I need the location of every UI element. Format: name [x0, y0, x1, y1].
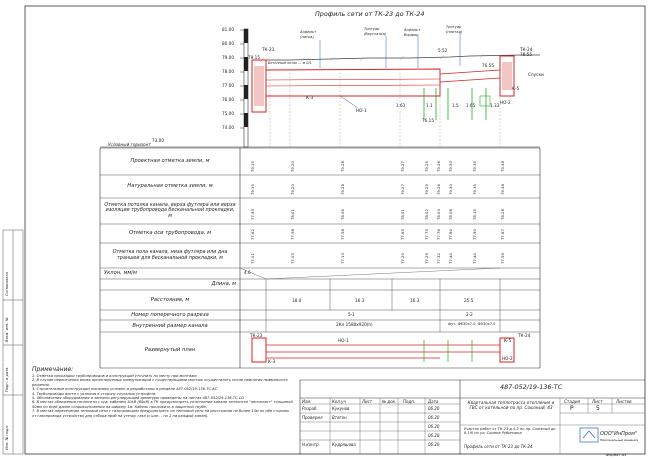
elevation-value: 78.15	[472, 209, 477, 220]
tk23-label: ТК-23	[262, 47, 275, 52]
plan-tk23-label: ТК-23	[250, 333, 263, 338]
row-label-channel-top: Отметка потолка канала, верха футляра или верха изоляции трубопровода бесканальной прокладки, м	[104, 202, 236, 219]
signer-name: Втягон	[332, 415, 347, 420]
section-number: 2-2	[466, 312, 473, 317]
elevation-value: 77.40	[448, 253, 453, 264]
signer-name: Кудряшова	[332, 442, 356, 447]
tb-header-cell: Изм.	[302, 399, 312, 404]
profile-title: Профиль сети от ТК-23 до ТК-24	[315, 10, 425, 18]
elevation-value: 79.35	[472, 184, 477, 195]
elevation-value: 77.01	[250, 253, 255, 264]
elevation-value: 77.40	[472, 253, 477, 264]
tb-header-cell: Лист	[362, 399, 373, 404]
elevation-value: 77.58	[290, 229, 295, 240]
elevation-value: 77.80	[448, 229, 453, 240]
elevation-value: 77.87	[500, 229, 505, 240]
elevation-value: 77.90	[472, 229, 477, 240]
level-label: 78.55	[520, 52, 532, 57]
row-label-natural-ground: Натуральная отметка земли, м	[127, 183, 213, 190]
note-item: 2. В случае пересечения вновь проектируемых коммуникаций с существующими монтаж осуществлять после принятия правильного решения.	[32, 378, 288, 387]
doc-code: 487-052/19-136-ТС	[500, 383, 563, 391]
scale-tick: 76.00	[222, 97, 234, 102]
plan-k3-label: К-3	[268, 359, 276, 364]
sheet-value: 5	[596, 405, 600, 412]
marker-label: 5.52	[438, 48, 448, 53]
asphalt-patch-label: Асфальт (латка)	[300, 30, 317, 39]
marker-label: 1.1	[426, 103, 433, 108]
elevation-value: 79.38	[500, 161, 505, 172]
marker-label: 1.63	[396, 103, 406, 108]
section-number: 5-1	[348, 312, 355, 317]
elevation-value: 77.03	[290, 253, 295, 264]
marker-label: 1.5	[452, 103, 459, 108]
plan-tk24-label: ТК-24	[518, 333, 531, 338]
elevation-value: 77.93	[250, 209, 255, 220]
scale-tick: 74.00	[222, 125, 234, 130]
level-label: 79.15	[248, 55, 260, 60]
row-label-channel-floor: Отметка пола канала, низа футляра или дна траншеи для бесканальной прокладки, м	[112, 249, 228, 261]
elevation-value: 79.27	[400, 184, 405, 195]
note-item: 6. В местах сближения теплосети с суд. кабелем 10кВ (60кВ) в ТК предусмотреть уплотнение канала теплосети "пенопласт" толщиной 50мм по всей длине соприкосновения на ширину 1м. Кабель проложить в защитной трубе.	[32, 400, 293, 409]
tb-header-cell: Кол.уч	[332, 399, 346, 404]
tb-header-cell: Дата	[428, 399, 439, 404]
sidewalk-paving-label: Тротуар (брусчатка)	[364, 27, 387, 36]
stage-header: Стадия	[564, 399, 581, 404]
stairs-label: Спуски	[528, 72, 544, 77]
elevation-value: 77.13	[340, 253, 345, 264]
elevation-value: 79.30	[448, 161, 453, 172]
company-name: ООО"ИнПром"	[600, 431, 638, 437]
plan-k5-label: К-5	[504, 338, 512, 343]
row-label-section-number: Номер поперечного разреза	[131, 311, 209, 318]
signer-role: Н.контр.	[302, 442, 320, 447]
elevation-value: 79.20	[290, 184, 295, 195]
notes-heading: Примечание:	[32, 366, 74, 373]
scale-tick: 81.00	[222, 27, 234, 32]
side-stamp: Взам. инв. №	[5, 317, 9, 342]
channel-size: фут. Ф630х7.0, Ф530х7.0	[448, 322, 496, 326]
datum-label: Условный горизонт	[108, 142, 151, 147]
note-item: 1. Отметки прокладки трубопроводов и конструкций уточнить по месту при монтаже.	[32, 374, 198, 378]
elevation-value: 79.25	[424, 161, 429, 172]
row-label-slope: Уклон, мм/м	[104, 270, 137, 277]
slope-value: 4.6	[244, 270, 251, 275]
signer-name: Кукунов	[332, 406, 350, 411]
distance-value: 16.3	[410, 298, 420, 303]
channel-size: 2Кл 1580х920(h)	[336, 322, 373, 327]
row-label-pipe-axis: Отметка оси трубопровода, м	[128, 230, 212, 237]
scale-tick: 79.00	[222, 55, 234, 60]
k3-label: К-3	[306, 95, 314, 100]
tb-header-cell: Подп.	[403, 399, 416, 404]
format-label: Формат А3	[606, 453, 627, 457]
sidewalk-tile-label: Тротуар (плитка)	[446, 25, 463, 34]
nd1-label: НО-1	[356, 108, 367, 113]
signer-date: 06.20	[428, 424, 440, 429]
tb-header-cell: № док.	[382, 399, 397, 404]
plan-nd2-label: НО-2	[502, 356, 513, 361]
elevation-value: 78.02	[424, 209, 429, 220]
note-item: 4. Трубопроводы вести с уклоном в сторону спускных устройств.	[32, 391, 157, 396]
row-label-length: Длина, м	[211, 281, 236, 288]
signer-date: 06.20	[428, 433, 440, 438]
level-label: 76.55	[482, 63, 494, 68]
elevation-value: 79.38	[500, 184, 505, 195]
signer-role: Разраб.	[302, 406, 318, 411]
section-description: Участок работ от ТК-23 д.5.2 по пр. Союзный до 8.1% по ул. Сорина Рубинчика	[464, 427, 556, 436]
sheet-header: Лист	[592, 399, 603, 404]
elevation-value: 77.62	[250, 229, 255, 240]
signer-date: 06.20	[428, 415, 440, 420]
tk24-label: ТК-24	[520, 47, 533, 52]
elevation-value: 78.28	[500, 209, 505, 220]
elevation-value: 78.01	[400, 209, 405, 220]
scale-tick: 77.00	[222, 83, 234, 88]
sheets-header: Листов	[616, 399, 632, 404]
elevation-value: 77.32	[436, 253, 441, 264]
k5-label: К-5	[512, 86, 520, 91]
distance-value: 25.5	[464, 298, 474, 303]
elevation-value: 78.03	[436, 209, 441, 220]
note-item: 3. Строительные конструкции показаны условно и разработаны в разделе 487-052/19-136-ТС.АС	[32, 387, 218, 392]
elevation-value: 79.28	[340, 184, 345, 195]
side-stamp: Инв. № подл.	[5, 425, 9, 450]
elevation-value: 79.26	[436, 184, 441, 195]
plan-nd1-label: НО-1	[338, 338, 349, 343]
elevation-value: 77.29	[424, 253, 429, 264]
elevation-value: 79.27	[400, 161, 405, 172]
elevation-value: 79.20	[290, 161, 295, 172]
row-label-inner-size: Внутренний размер канала	[132, 322, 208, 329]
elevation-value: 78.01	[290, 209, 295, 220]
signer-date: 06.20	[428, 406, 440, 411]
datum-value: 73.00	[152, 138, 164, 143]
distance-value: 18.0	[292, 298, 302, 303]
elevation-value: 79.15	[250, 184, 255, 195]
elevation-value: 78.08	[448, 209, 453, 220]
level-label: 76.15	[422, 118, 434, 123]
elevation-value: 79.15	[250, 161, 255, 172]
sheet-title: Профиль сети от ТК-23 до ТК-24	[464, 444, 533, 449]
scale-tick: 75.00	[222, 111, 234, 116]
side-stamp: Согласовано	[5, 271, 9, 296]
elevation-value: 77.76	[436, 229, 441, 240]
elevation-value: 77.59	[500, 253, 505, 264]
elevation-value: 79.28	[340, 161, 345, 172]
marker-label: 1.65	[466, 103, 476, 108]
elevation-value: 79.35	[472, 161, 477, 172]
elevation-value: 79.30	[448, 184, 453, 195]
signer-role: Проверил	[302, 415, 323, 420]
nd2-label: НО-2	[500, 100, 511, 105]
marker-label: 1.33	[490, 103, 500, 108]
elevation-value: 79.26	[436, 161, 441, 172]
scale-tick: 78.00	[222, 69, 234, 74]
elevation-value: 77.20	[400, 253, 405, 264]
stage-value: Р	[570, 405, 574, 412]
object-name: Квартальная теплотрасса отопления и ГВС от котельной по пр. Союзный, 43	[467, 400, 555, 411]
asphalt-curb-label: Асфальт бордюр	[404, 28, 421, 37]
elevation-value: 77.65	[400, 229, 405, 240]
row-label-distance: Расстояние, м	[150, 296, 190, 303]
note-item: 7. В местах пересечения тепловой сети с газопроводом предусмотреть на тепловой сети на расстоянии не более 15м по обе стороны от газопровода устройство для отбора проб на утечку газа (с шаг. - по 2 на каждый канал).	[32, 409, 290, 418]
notes	[32, 366, 294, 418]
concrete-utility-label: Бетонный лоток ... м 0/1	[268, 61, 312, 65]
row-label-plan: Развернутый план	[144, 346, 196, 353]
elevation-value: 79.25	[424, 184, 429, 195]
company-sub: Персональные решения	[600, 438, 639, 442]
note-item: 5. Обозначения оборудования и запорно-регулирующей арматуры приведены на листах 487-052/19-136-ТС.СО	[32, 396, 245, 401]
elevation-value: 77.58	[340, 229, 345, 240]
row-label-design-ground: Проектная отметка земли, м	[130, 158, 210, 165]
elevation-value: 77.75	[424, 229, 429, 240]
scale-tick: 80.00	[222, 41, 234, 46]
elevation-value: 78.06	[340, 209, 345, 220]
side-stamp: Подп. и дата	[5, 367, 9, 392]
distance-value: 16.3	[355, 298, 365, 303]
signer-date: 06.20	[428, 442, 440, 447]
